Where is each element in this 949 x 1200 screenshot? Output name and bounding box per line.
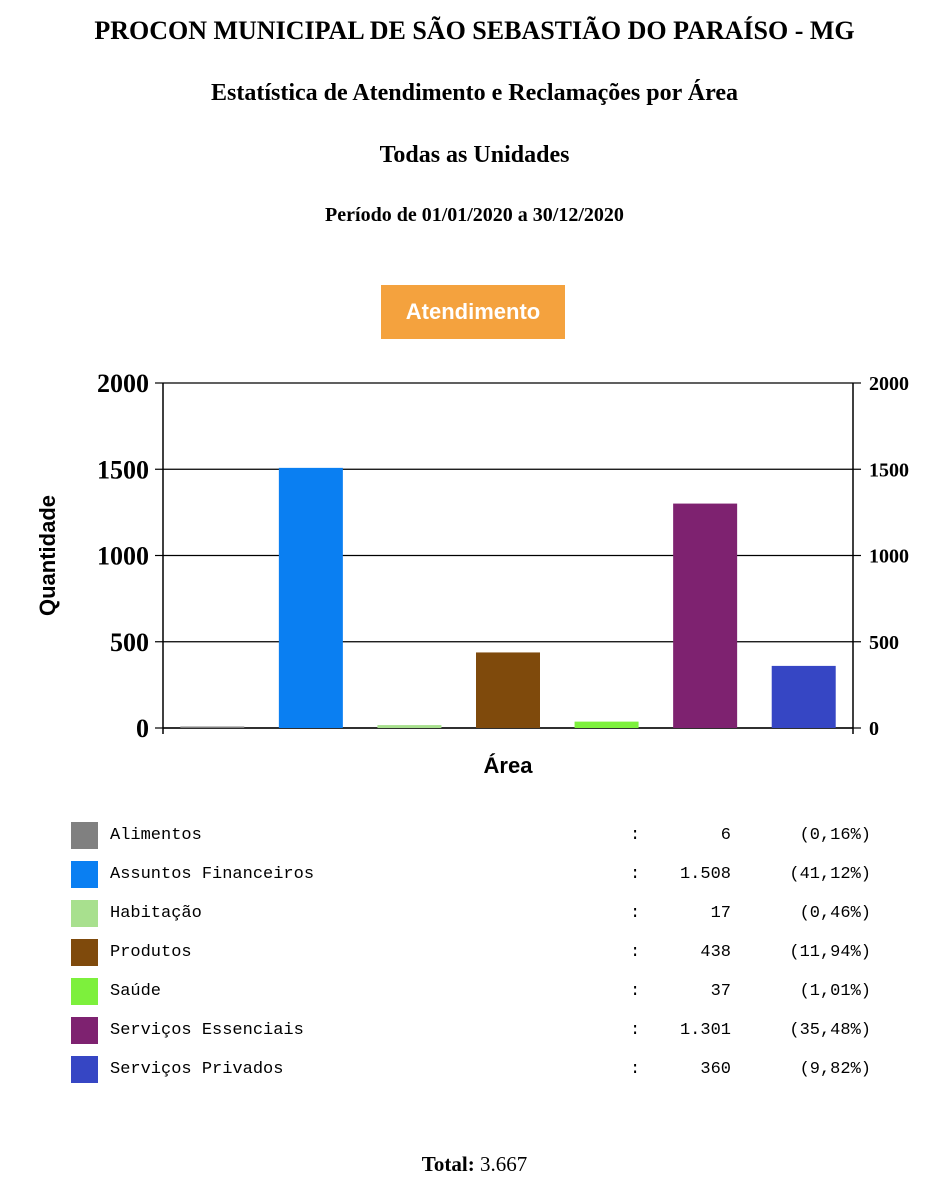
bar-1 [279,468,343,728]
bar-0 [180,727,244,729]
legend-name: Saúde [110,982,162,1001]
legend-name: Serviços Privados [110,1060,284,1079]
legend-name: Habitação [110,904,202,923]
legend-item [71,1054,891,1093]
y-tick-label-left: 2000 [97,369,149,398]
legend-value: 360 [700,1060,731,1079]
bar-2 [377,725,441,728]
total-label: Total: [421,1152,475,1176]
legend-item [71,820,891,859]
y-tick-label-right: 2000 [869,373,909,395]
y-tick-label-left: 1000 [97,541,149,571]
legend-item [71,937,891,976]
legend-value: 37 [710,982,731,1001]
legend-percent: (1,01%) [799,982,871,1001]
legend-value: 438 [700,943,731,962]
scope-title: Todas as Unidades [379,142,570,168]
legend-swatch [71,900,98,927]
legend-swatch [71,978,98,1005]
report-title: Estatística de Atendimento e Reclamações por Área [210,80,738,106]
y-axis-label: Quantidade [35,494,60,617]
legend-swatch [71,822,98,849]
legend-name: Produtos [110,943,192,962]
y-tick-label-left: 0 [136,714,149,743]
legend-separator: : [630,865,641,884]
legend-value: 17 [710,904,731,923]
legend [71,820,891,1093]
legend-separator: : [630,1021,641,1040]
legend-swatch [71,939,98,966]
legend-percent: (0,16%) [799,826,871,845]
legend-item [71,1015,891,1054]
period-title: Período de 01/01/2020 a 30/12/2020 [325,204,624,226]
legend-swatch [71,1056,98,1083]
legend-separator: : [630,1060,641,1079]
bar-5 [673,504,737,728]
y-tick-label-left: 500 [110,627,149,657]
legend-value: 1.301 [679,1021,731,1040]
legend-value: 1.508 [679,865,731,884]
legend-percent: (41,12%) [789,865,871,884]
bar-chart [0,360,949,790]
legend-swatch [71,861,98,888]
legend-name: Alimentos [110,826,202,845]
legend-swatch [71,1017,98,1044]
chart-title-badge: Atendimento [381,285,565,339]
legend-item [71,898,891,937]
x-axis-label: Área [483,753,533,778]
y-tick-label-left: 1500 [97,455,149,485]
bar-6 [772,666,836,728]
legend-separator: : [630,826,641,845]
legend-item [71,976,891,1015]
y-tick-label-right: 1500 [869,459,909,482]
total-line [0,1152,949,1177]
legend-name: Assuntos Financeiros [110,865,315,884]
legend-percent: (9,82%) [799,1060,871,1079]
legend-percent: (0,46%) [799,904,871,923]
legend-separator: : [630,904,641,923]
total-value: 3.667 [479,1152,528,1176]
legend-percent: (35,48%) [789,1021,871,1040]
legend-separator: : [630,982,641,1001]
legend-item [71,859,891,898]
legend-name: Serviços Essenciais [110,1021,304,1040]
bar-3 [476,652,540,728]
bar-4 [575,722,639,728]
legend-value: 6 [720,826,731,845]
org-title: PROCON MUNICIPAL DE SÃO SEBASTIÃO DO PARAÍSO - MG [94,16,855,45]
y-tick-label-right: 0 [869,718,879,740]
legend-separator: : [630,943,641,962]
y-tick-label-right: 500 [869,631,899,654]
y-tick-label-right: 1000 [869,545,909,568]
legend-percent: (11,94%) [789,943,871,962]
